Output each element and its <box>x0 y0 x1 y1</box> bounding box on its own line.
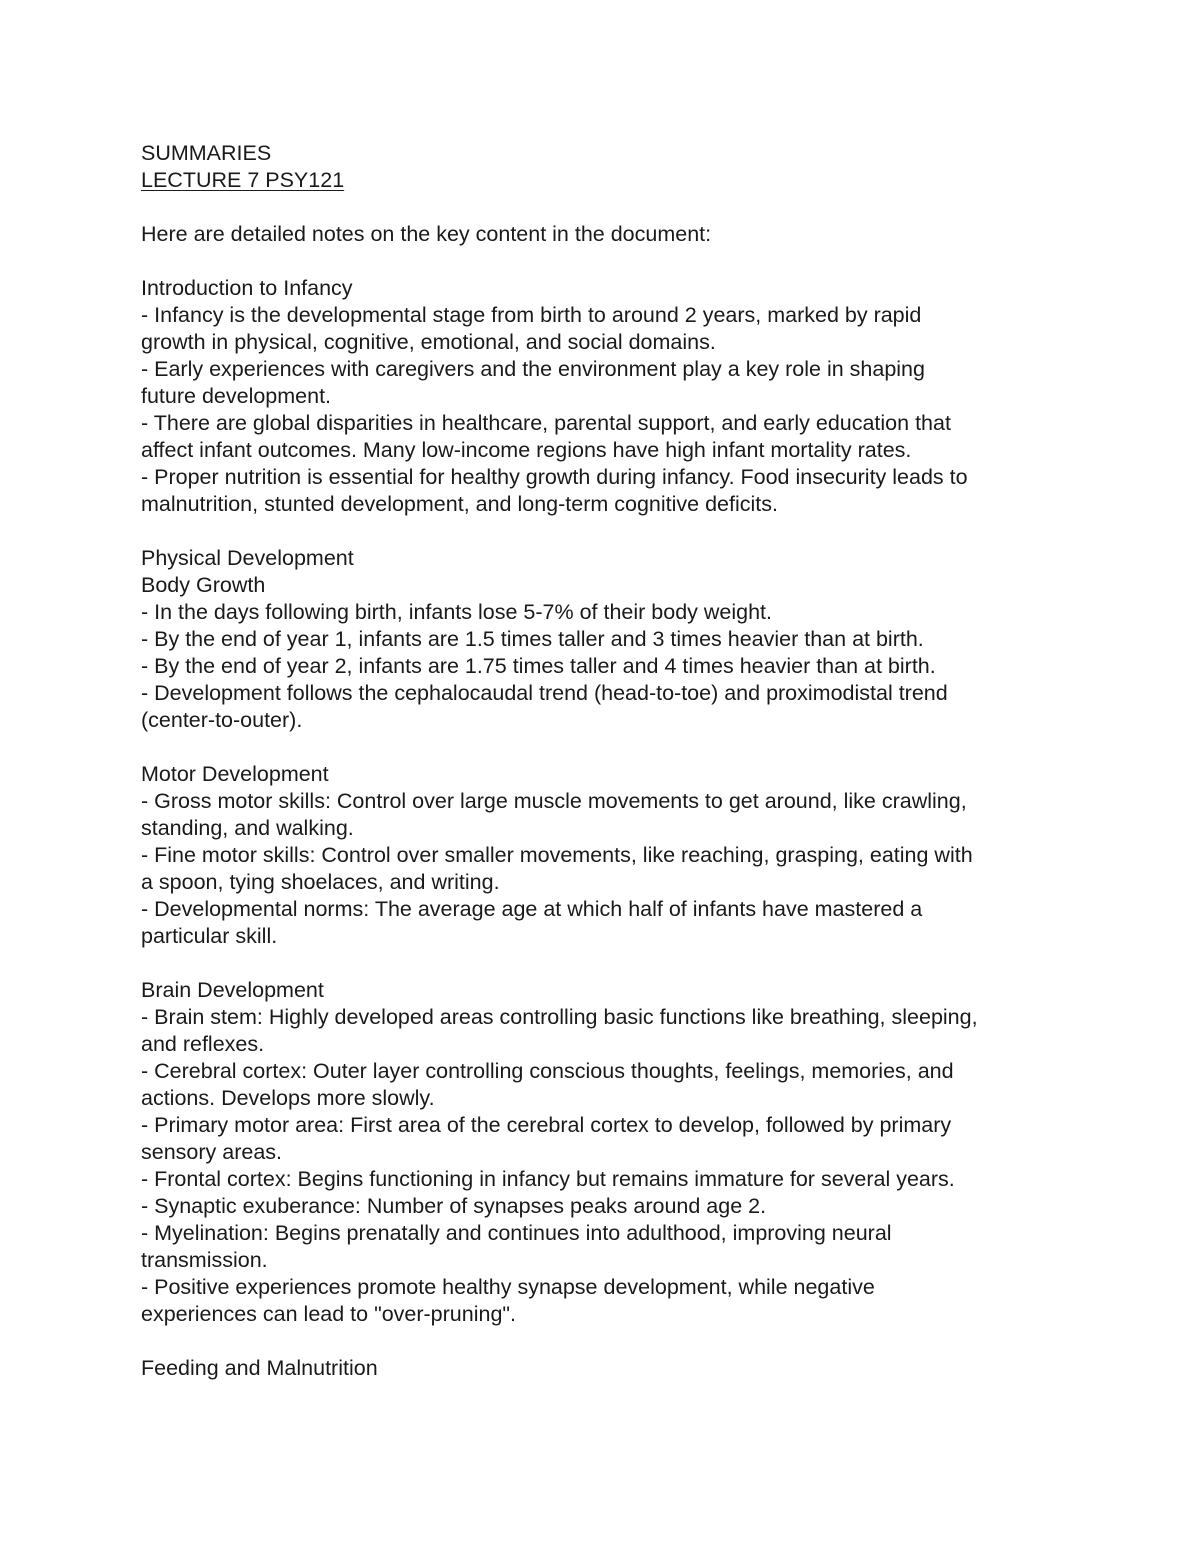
spacer <box>141 1328 1081 1355</box>
text-line: - In the days following birth, infants lose 5-7% of their body weight. <box>141 600 773 624</box>
text-line: - By the end of year 1, infants are 1.5 times taller and 3 times heavier than at birth. <box>141 627 924 651</box>
text-line: and reflexes. <box>141 1032 265 1056</box>
section-brain-development <box>141 977 1081 1328</box>
text-line: particular skill. <box>141 924 278 948</box>
spacer <box>141 734 1081 761</box>
spacer <box>141 518 1081 545</box>
text-line: - Primary motor area: First area of the cerebral cortex to develop, followed by primary <box>141 1113 952 1137</box>
text-line: experiences can lead to "over-pruning". <box>141 1302 517 1326</box>
section-motor-development <box>141 761 1081 950</box>
text-line: sensory areas. <box>141 1140 283 1164</box>
text-line: a spoon, tying shoelaces, and writing. <box>141 870 500 894</box>
text-line: - Developmental norms: The average age at which half of infants have mastered a <box>141 897 923 921</box>
text-line: affect infant outcomes. Many low-income regions have high infant mortality rates. <box>141 438 912 462</box>
text-line: - Gross motor skills: Control over large muscle movements to get around, like crawling, <box>141 789 967 813</box>
text-line: - Development follows the cephalocaudal trend (head-to-toe) and proximodistal trend <box>141 681 948 705</box>
text-line: - Fine motor skills: Control over smaller movements, like reaching, grasping, eating with <box>141 843 973 867</box>
document-title: SUMMARIES <box>141 141 272 165</box>
text-line: standing, and walking. <box>141 816 354 840</box>
section-feeding-malnutrition <box>141 1355 1081 1382</box>
section-heading: Introduction to Infancy <box>141 276 353 300</box>
section-heading: Brain Development <box>141 978 324 1002</box>
section-heading: Feeding and Malnutrition <box>141 1356 378 1380</box>
section-physical-development <box>141 545 1081 734</box>
spacer <box>141 194 1081 221</box>
section-heading: Physical Development <box>141 546 354 570</box>
text-line: malnutrition, stunted development, and long-term cognitive deficits. <box>141 492 778 516</box>
text-line: - Infancy is the developmental stage from birth to around 2 years, marked by rapid <box>141 303 922 327</box>
text-line: - Synaptic exuberance: Number of synapses peaks around age 2. <box>141 1194 767 1218</box>
text-line: - Brain stem: Highly developed areas controlling basic functions like breathing, sleeping, <box>141 1005 978 1029</box>
text-line: future development. <box>141 384 332 408</box>
text-line: (center-to-outer). <box>141 708 303 732</box>
text-line: - Cerebral cortex: Outer layer controlling conscious thoughts, feelings, memories, and <box>141 1059 954 1083</box>
section-subheading: Body Growth <box>141 573 266 597</box>
spacer <box>141 248 1081 275</box>
intro-text: Here are detailed notes on the key content in the document: <box>141 222 712 246</box>
text-line: - Frontal cortex: Begins functioning in infancy but remains immature for several years. <box>141 1167 955 1191</box>
text-line: transmission. <box>141 1248 268 1272</box>
text-line: actions. Develops more slowly. <box>141 1086 435 1110</box>
text-line: - Early experiences with caregivers and the environment play a key role in shaping <box>141 357 925 381</box>
section-introduction <box>141 275 1081 518</box>
text-line: - Myelination: Begins prenatally and continues into adulthood, improving neural <box>141 1221 892 1245</box>
section-heading: Motor Development <box>141 762 329 786</box>
spacer <box>141 950 1081 977</box>
text-line: growth in physical, cognitive, emotional, and social domains. <box>141 330 716 354</box>
text-line: - Positive experiences promote healthy synapse development, while negative <box>141 1275 875 1299</box>
text-line: - There are global disparities in healthcare, parental support, and early education that <box>141 411 951 435</box>
document-subtitle: LECTURE 7 PSY121 <box>141 168 345 192</box>
text-line: - Proper nutrition is essential for healthy growth during infancy. Food insecurity leads to <box>141 465 968 489</box>
text-line: - By the end of year 2, infants are 1.75 times taller and 4 times heavier than at birth. <box>141 654 936 678</box>
document-page <box>141 140 1081 1382</box>
